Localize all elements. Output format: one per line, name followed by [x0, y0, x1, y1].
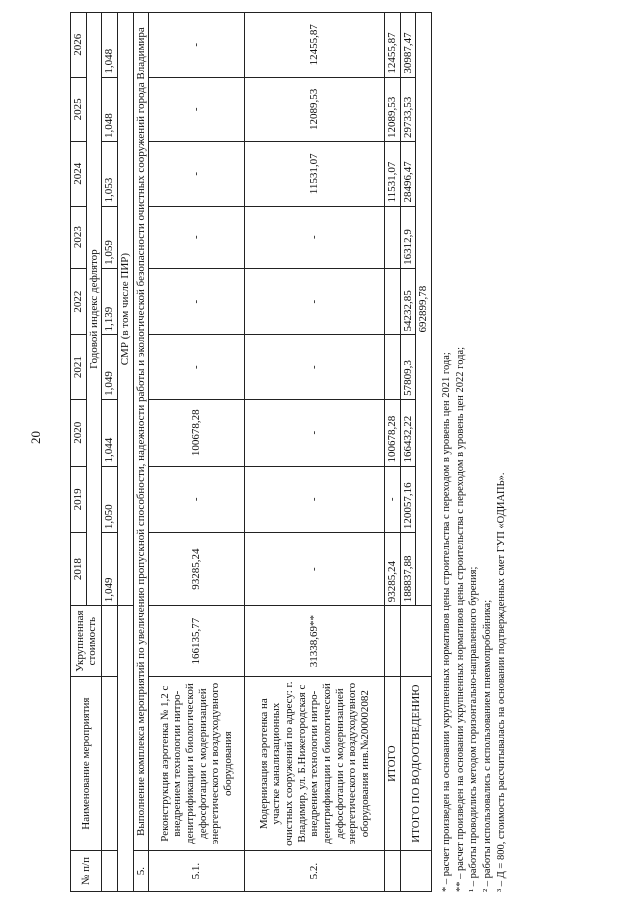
empty-cell	[385, 851, 401, 892]
grand-total-value: 57809,3	[400, 335, 416, 399]
grand-total-value: 120057,16	[400, 466, 416, 533]
row-value: -	[245, 335, 385, 399]
section-row	[133, 13, 149, 892]
empty-cell	[385, 606, 401, 677]
grand-total-value: 188837,88	[400, 533, 416, 606]
row-value: -	[149, 268, 245, 335]
deflator-value: 1,049	[102, 533, 118, 606]
deflator-value: 1,139	[102, 268, 118, 335]
section-title: Выполнение комплекса мероприятий по увеличению пропускной способности, надежности работы и экологической безопасности очистных сооружений города Владимира	[133, 13, 149, 851]
grand-total-value: 54232,85	[400, 268, 416, 335]
row-cost: 166135,77	[149, 606, 245, 677]
row-value: 12089,53	[245, 77, 385, 141]
empty-cell	[400, 851, 431, 892]
empty-cell	[102, 677, 118, 851]
empty-cell	[400, 606, 431, 677]
deflator-value: 1,049	[102, 335, 118, 399]
row-value: -	[245, 399, 385, 466]
empty-cell	[117, 606, 133, 892]
year-header: 2024	[71, 142, 87, 206]
col-name-header: Наименование мероприятия	[71, 677, 102, 851]
empty-cell	[102, 606, 118, 677]
total-row	[385, 13, 401, 892]
year-header: 2020	[71, 399, 87, 466]
header-row	[71, 13, 87, 892]
grand-total-value: 16312,9	[400, 206, 416, 268]
investment-table	[70, 12, 432, 892]
grand-total-sum: 692899,78	[416, 13, 432, 606]
total-value	[385, 268, 401, 335]
deflator-value: 1,053	[102, 142, 118, 206]
page-number: 20	[28, 431, 43, 444]
footnote: ** – расчет произведен на основании укрупненных нормативов цены строительства с переходом в уровень цен 2022 года;	[454, 346, 466, 892]
total-value: 100678,28	[385, 399, 401, 466]
row-value: 93285,24	[149, 533, 245, 606]
empty-cell	[102, 851, 118, 892]
row-value: 100678,28	[149, 399, 245, 466]
col-num-header: № п/п	[71, 851, 102, 892]
total-label: ИТОГО	[385, 677, 401, 851]
section-num: 5.	[133, 851, 149, 892]
row-value: 11531,07	[245, 142, 385, 206]
row-value: 12455,87	[245, 13, 385, 78]
footnotes	[440, 12, 508, 892]
footnote: ² – работы использовались с использованием пневмопробойника;	[482, 599, 494, 892]
rotated-content	[70, 12, 615, 892]
footnote: ¹ – работы проводились методом горизонтально-направленного бурения;	[468, 566, 480, 892]
smr-row	[117, 13, 133, 892]
row-value: -	[149, 142, 245, 206]
row-value: -	[245, 206, 385, 268]
total-value: -	[385, 466, 401, 533]
total-value	[385, 335, 401, 399]
row-value: -	[149, 206, 245, 268]
deflator-value: 1,048	[102, 77, 118, 141]
deflator-value: 1,044	[102, 399, 118, 466]
row-num: 5.2.	[245, 851, 385, 892]
year-header: 2023	[71, 206, 87, 268]
row-value: -	[149, 335, 245, 399]
row-value: -	[245, 466, 385, 533]
row-value: -	[149, 13, 245, 78]
total-value: 12089,53	[385, 77, 401, 141]
total-value	[385, 206, 401, 268]
footnote: ³ – Д = 800, стоимость рассчитывалась на основании подтвержденных смет ГУП «ОДИАПЬ».	[495, 472, 507, 892]
footnote: * – расчет произведен на основании укрупненных нормативов цены строительства с переходом в уровень цен 2021 года;	[441, 352, 453, 892]
total-value: 93285,24	[385, 533, 401, 606]
row-value: -	[245, 268, 385, 335]
row-value: -	[149, 77, 245, 141]
deflator-value: 1,050	[102, 466, 118, 533]
total-value: 11531,07	[385, 142, 401, 206]
year-header: 2022	[71, 268, 87, 335]
table-row	[149, 13, 245, 892]
row-name: Реконструкция аэротенка № 1,2 с внедрением технологии нитро-денитрификации и биологической дефосфотации с модернизацией энергетического и воздуходувного оборудования	[149, 677, 245, 851]
grand-total-value: 29733,53	[400, 77, 416, 141]
deflator-value: 1,048	[102, 13, 118, 78]
year-header: 2021	[71, 335, 87, 399]
row-name: Модернизация аэротенка на участке канализационных очистных сооружений по адресу: г. Владимир, ул. Б.Нижегородская с внедрением технологии нитро-денитрификации и биологической дефосфотации с модернизацией энергетического и воздуходувного оборудования инв.№200002082	[245, 677, 385, 851]
deflator-value: 1,059	[102, 206, 118, 268]
grand-total-value: 28496,47	[400, 142, 416, 206]
table-row	[245, 13, 385, 892]
grand-total-value: 166432,22	[400, 399, 416, 466]
row-cost: 31338,69**	[245, 606, 385, 677]
total-value: 12455,87	[385, 13, 401, 78]
smr-title: СМР (в том числе ПИР)	[117, 13, 133, 606]
grand-total-label: ИТОГО ПО ВОДООТВЕДЕНИЮ	[400, 677, 431, 851]
col-cost-header: Укрупненная стоимость	[71, 606, 102, 677]
year-header: 2018	[71, 533, 87, 606]
year-header: 2019	[71, 466, 87, 533]
grand-total-row	[400, 13, 416, 892]
row-value: -	[149, 466, 245, 533]
year-header: 2026	[71, 13, 87, 78]
grand-total-value: 30987,47	[400, 13, 416, 78]
year-header: 2025	[71, 77, 87, 141]
row-num: 5.1.	[149, 851, 245, 892]
deflator-row	[102, 13, 118, 892]
row-value: -	[245, 533, 385, 606]
deflator-title: Годовой индекс дефлятор	[86, 13, 102, 606]
